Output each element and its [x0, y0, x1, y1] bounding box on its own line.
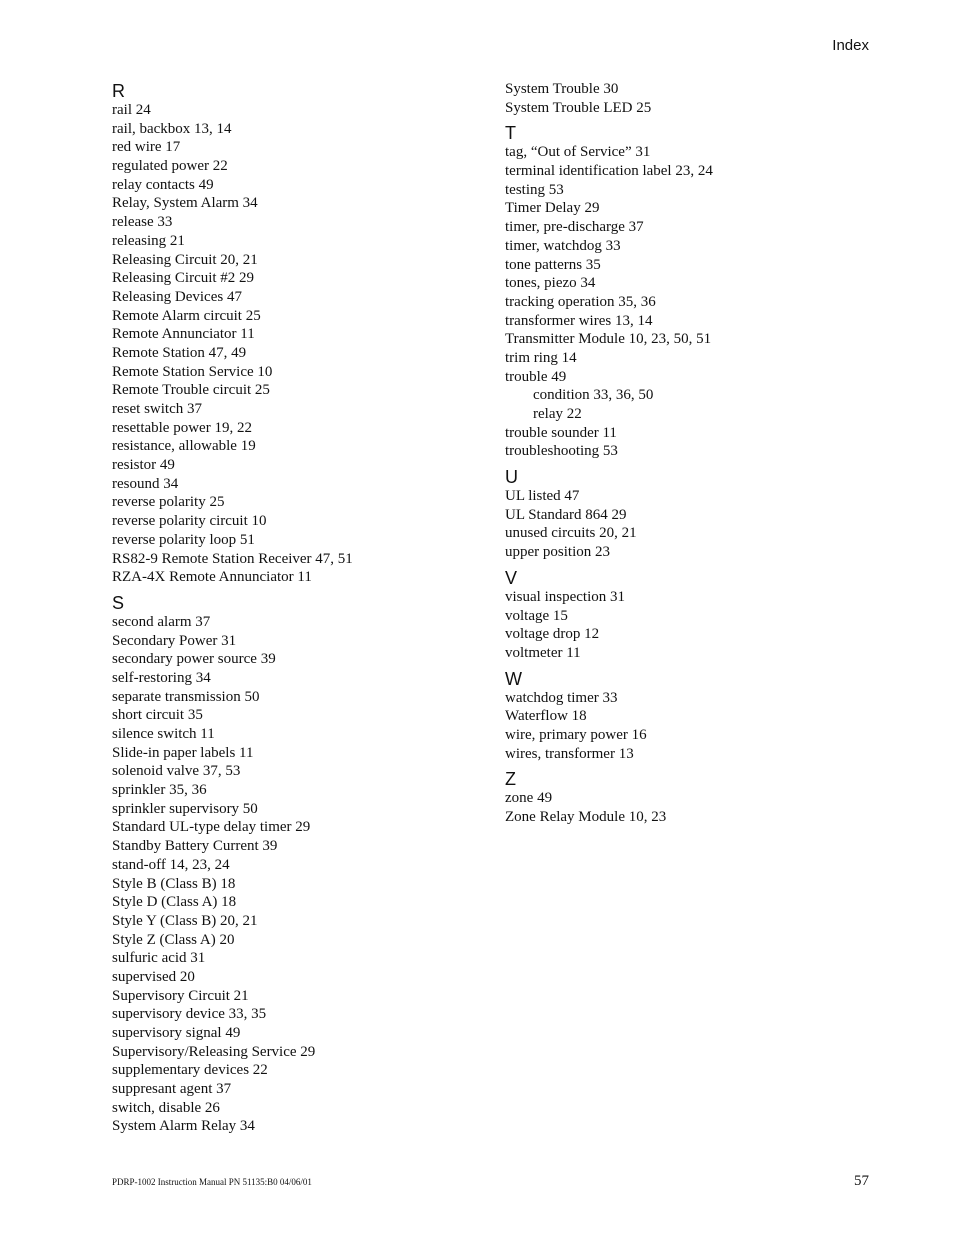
index-entry: regulated power 22 — [112, 158, 228, 175]
section-letter: W — [505, 668, 522, 689]
section-letter: Z — [505, 769, 516, 790]
index-entry: second alarm 37 — [112, 613, 211, 630]
index-entry: Supervisory Circuit 21 — [112, 987, 249, 1004]
index-section-z — [505, 769, 885, 826]
index-entry: supervisory signal 49 — [112, 1025, 241, 1041]
index-left-column — [112, 79, 482, 1142]
index-entry: Remote Annunciator 11 — [112, 326, 255, 343]
index-entry: silence switch 11 — [112, 726, 215, 742]
index-entry: wire, primary power 16 — [505, 726, 647, 743]
index-entry: System Alarm Relay 34 — [112, 1118, 255, 1135]
index-entry: troubleshooting 53 — [505, 443, 618, 460]
index-entry: wires, transformer 13 — [505, 745, 634, 762]
index-entry: red wire 17 — [112, 139, 181, 156]
index-entry: solenoid valve 37, 53 — [112, 763, 241, 780]
index-entry: resound 34 — [112, 475, 179, 492]
index-entry: release 33 — [112, 214, 173, 231]
index-entry: supervised 20 — [112, 968, 195, 985]
index-entry: voltmeter 11 — [505, 644, 581, 661]
index-entry: Transmitter Module 10, 23, 50, 51 — [505, 331, 712, 348]
section-entries — [505, 143, 885, 461]
index-subentry: condition 33, 36, 50 — [533, 387, 654, 404]
page-header-title: Index — [832, 37, 869, 54]
index-entry: System Trouble 30 — [505, 81, 619, 97]
index-entry: rail 24 — [112, 102, 151, 118]
index-entry: resistance, allowable 19 — [112, 438, 256, 455]
section-letter: T — [505, 123, 516, 144]
index-entry: short circuit 35 — [112, 707, 203, 724]
index-entry: sulfuric acid 31 — [112, 950, 206, 967]
index-entry: RZA-4X Remote Annunciator 11 — [112, 569, 312, 586]
section-letter: S — [112, 592, 125, 613]
index-entry: timer, watchdog 33 — [505, 237, 621, 254]
index-entry: Style Y (Class B) 20, 21 — [112, 912, 258, 929]
index-entry: stand-off 14, 23, 24 — [112, 856, 230, 873]
index-entry: reverse polarity 25 — [112, 494, 225, 511]
index-entry: trouble sounder 11 — [505, 424, 617, 441]
index-entry: tracking operation 35, 36 — [505, 293, 656, 310]
index-entry: watchdog timer 33 — [505, 689, 618, 706]
index-entry: Releasing Circuit #2 29 — [112, 270, 255, 287]
index-right-column — [505, 79, 885, 833]
index-entry: Waterflow 18 — [505, 708, 587, 725]
index-entry: unused circuits 20, 21 — [505, 525, 637, 542]
section-entries — [112, 613, 482, 1136]
index-entry: Zone Relay Module 10, 23 — [505, 809, 667, 825]
index-entry: trim ring 14 — [505, 349, 577, 366]
index-entry: resettable power 19, 22 — [112, 419, 252, 436]
index-entry: voltage drop 12 — [505, 626, 600, 643]
index-entry: Remote Alarm circuit 25 — [112, 307, 261, 324]
index-entry: UL Standard 864 29 — [505, 506, 627, 523]
index-entry: tones, piezo 34 — [505, 275, 596, 292]
index-entry: transformer wires 13, 14 — [505, 312, 653, 329]
section-entries — [505, 689, 885, 764]
index-entry: Style Z (Class A) 20 — [112, 931, 235, 948]
index-section-s — [112, 593, 482, 1136]
index-entry: switch, disable 26 — [112, 1099, 220, 1116]
index-entry: Timer Delay 29 — [505, 200, 600, 217]
section-entries — [505, 588, 885, 663]
index-entry: voltage 15 — [505, 607, 568, 624]
index-entry: Releasing Devices 47 — [112, 288, 242, 305]
section-entries — [505, 487, 885, 562]
index-entry: separate transmission 50 — [112, 688, 260, 705]
index-entry: Releasing Circuit 20, 21 — [112, 251, 258, 268]
index-entry: testing 53 — [505, 181, 564, 198]
index-entry: Remote Trouble circuit 25 — [112, 382, 270, 399]
index-entry: Standard UL-type delay timer 29 — [112, 819, 311, 836]
index-entry: secondary power source 39 — [112, 651, 276, 668]
index-section-r — [112, 81, 482, 587]
index-entry: Remote Station Service 10 — [112, 363, 273, 380]
section-entries — [505, 789, 885, 826]
index-entry: suppresant agent 37 — [112, 1081, 232, 1098]
section-letter: R — [112, 81, 125, 101]
index-entry: tag, “Out of Service” 31 — [505, 144, 651, 161]
footer-page-number: 57 — [854, 1173, 869, 1189]
section-entries — [112, 101, 482, 587]
index-entry: zone 49 — [505, 790, 553, 807]
index-entry: Slide-in paper labels 11 — [112, 744, 254, 761]
index-entry: Remote Station 47, 49 — [112, 344, 247, 361]
index-entry: Secondary Power 31 — [112, 632, 237, 649]
index-entry: terminal identification label 23, 24 — [505, 163, 713, 180]
index-entry: relay contacts 49 — [112, 176, 214, 193]
footer-manual-info: PDRP-1002 Instruction Manual PN 51135:B0 04/06/01 — [112, 1177, 312, 1187]
index-subentry: relay 22 — [533, 406, 582, 422]
index-entry: timer, pre-discharge 37 — [505, 219, 644, 236]
index-entry: System Trouble LED 25 — [505, 99, 652, 116]
index-section-w — [505, 669, 885, 764]
index-entry: visual inspection 31 — [505, 588, 625, 605]
index-entry: Style D (Class A) 18 — [112, 894, 237, 911]
index-entry: upper position 23 — [505, 544, 610, 561]
index-section-t — [505, 123, 885, 461]
index-entry: reverse polarity circuit 10 — [112, 513, 267, 530]
index-entry: trouble 49 — [505, 368, 567, 385]
index-entry: RS82-9 Remote Station Receiver 47, 51 — [112, 550, 353, 567]
index-entry: Supervisory/Releasing Service 29 — [112, 1043, 316, 1060]
index-entry: sprinkler supervisory 50 — [112, 800, 258, 817]
index-entry: Relay, System Alarm 34 — [112, 195, 258, 212]
index-entry: reset switch 37 — [112, 401, 202, 417]
index-entry: supervisory device 33, 35 — [112, 1006, 267, 1023]
index-entry: resistor 49 — [112, 457, 175, 474]
index-entry: supplementary devices 22 — [112, 1062, 268, 1079]
index-entry: reverse polarity loop 51 — [112, 531, 255, 548]
index-entry: tone patterns 35 — [505, 256, 601, 273]
index-entry: UL listed 47 — [505, 488, 580, 505]
section-letter: V — [505, 567, 518, 588]
index-section-v — [505, 568, 885, 663]
index-section-u — [505, 467, 885, 562]
continued-entries — [505, 80, 885, 117]
index-entry: Standby Battery Current 39 — [112, 838, 278, 855]
section-letter: U — [505, 467, 518, 488]
index-entry: sprinkler 35, 36 — [112, 782, 207, 799]
index-entry: rail, backbox 13, 14 — [112, 120, 232, 137]
index-entry: releasing 21 — [112, 232, 185, 249]
index-entry: self-restoring 34 — [112, 669, 211, 686]
index-entry: Style B (Class B) 18 — [112, 875, 236, 892]
